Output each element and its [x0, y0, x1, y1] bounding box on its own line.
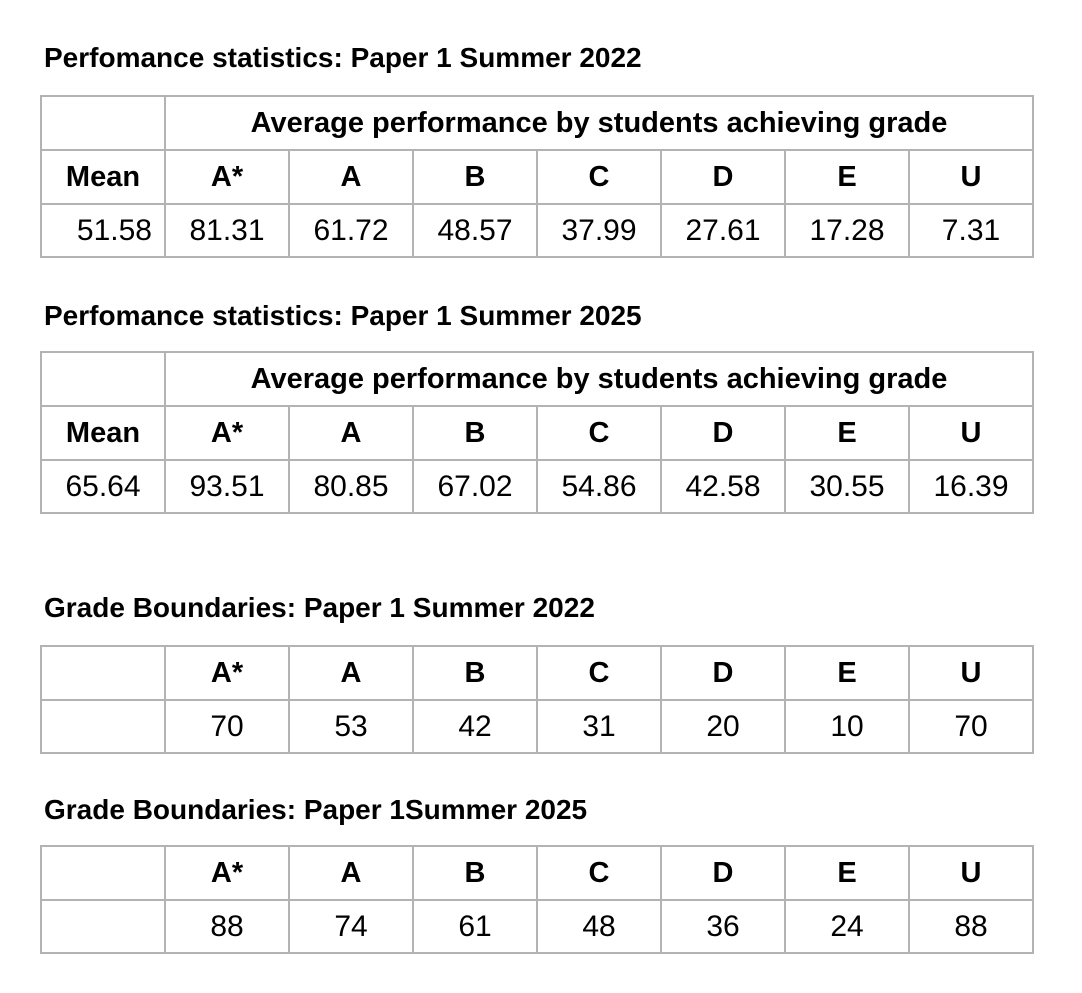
grade-value: 61.72 [289, 204, 413, 257]
mean-header: Mean [41, 150, 165, 204]
grade-header: A [289, 646, 413, 700]
grade-header: A [289, 150, 413, 204]
grade-value: 7.31 [909, 204, 1033, 257]
table-row [41, 96, 1033, 150]
grade-header: A* [165, 646, 289, 700]
grade-header: E [785, 406, 909, 460]
grade-header: E [785, 150, 909, 204]
grade-header: U [909, 846, 1033, 900]
group-header: Average performance by students achieving grade [165, 96, 1033, 150]
mean-header: Mean [41, 406, 165, 460]
table-row [41, 352, 1033, 406]
empty-cell [41, 646, 165, 700]
grade-header: U [909, 406, 1033, 460]
perf-2022-table [40, 95, 1034, 258]
bounds-2022-title: Grade Boundaries: Paper 1 Summer 2022 [44, 592, 595, 623]
grade-header: B [413, 646, 537, 700]
boundary-value: 70 [165, 700, 289, 753]
boundary-value: 48 [537, 900, 661, 953]
mean-value: 51.58 [41, 204, 165, 257]
empty-cell [41, 96, 165, 150]
grade-header: C [537, 646, 661, 700]
grade-header: B [413, 846, 537, 900]
grade-value: 81.31 [165, 204, 289, 257]
perf-2025-title: Perfomance statistics: Paper 1 Summer 2025 [44, 300, 642, 331]
grade-header: D [661, 406, 785, 460]
grade-value: 30.55 [785, 460, 909, 513]
grade-value: 16.39 [909, 460, 1033, 513]
grade-header: D [661, 646, 785, 700]
grade-header: A* [165, 846, 289, 900]
boundary-value: 88 [165, 900, 289, 953]
grade-header: A* [165, 406, 289, 460]
table-row [41, 460, 1033, 513]
boundary-value: 70 [909, 700, 1033, 753]
grade-header: U [909, 150, 1033, 204]
grade-value: 42.58 [661, 460, 785, 513]
table-row [41, 406, 1033, 460]
grade-value: 27.61 [661, 204, 785, 257]
grade-value: 48.57 [413, 204, 537, 257]
boundary-value: 20 [661, 700, 785, 753]
boundary-value: 10 [785, 700, 909, 753]
grade-header: D [661, 846, 785, 900]
table-row [41, 646, 1033, 700]
boundary-value: 88 [909, 900, 1033, 953]
grade-header: C [537, 406, 661, 460]
empty-cell [41, 352, 165, 406]
empty-cell [41, 900, 165, 953]
group-header: Average performance by students achieving grade [165, 352, 1033, 406]
grade-header: E [785, 646, 909, 700]
boundary-value: 74 [289, 900, 413, 953]
empty-cell [41, 700, 165, 753]
grade-header: E [785, 846, 909, 900]
boundary-value: 53 [289, 700, 413, 753]
grade-header: C [537, 150, 661, 204]
bounds-2025-table [40, 845, 1034, 954]
grade-value: 54.86 [537, 460, 661, 513]
grade-header: U [909, 646, 1033, 700]
grade-header: B [413, 150, 537, 204]
grade-header: D [661, 150, 785, 204]
table-row [41, 846, 1033, 900]
empty-cell [41, 846, 165, 900]
bounds-2022-table [40, 645, 1034, 754]
grade-header: C [537, 846, 661, 900]
grade-header: A* [165, 150, 289, 204]
perf-2025-table [40, 351, 1034, 514]
grade-value: 67.02 [413, 460, 537, 513]
boundary-value: 31 [537, 700, 661, 753]
grade-value: 17.28 [785, 204, 909, 257]
table-row [41, 150, 1033, 204]
boundary-value: 61 [413, 900, 537, 953]
perf-2022-title: Perfomance statistics: Paper 1 Summer 2022 [44, 42, 642, 73]
grade-header: B [413, 406, 537, 460]
boundary-value: 42 [413, 700, 537, 753]
grade-header: A [289, 406, 413, 460]
mean-value: 65.64 [41, 460, 165, 513]
grade-value: 37.99 [537, 204, 661, 257]
boundary-value: 36 [661, 900, 785, 953]
grade-header: A [289, 846, 413, 900]
grade-value: 93.51 [165, 460, 289, 513]
boundary-value: 24 [785, 900, 909, 953]
bounds-2025-title: Grade Boundaries: Paper 1Summer 2025 [44, 794, 588, 825]
grade-value: 80.85 [289, 460, 413, 513]
table-row [41, 900, 1033, 953]
table-row [41, 204, 1033, 257]
table-row [41, 700, 1033, 753]
